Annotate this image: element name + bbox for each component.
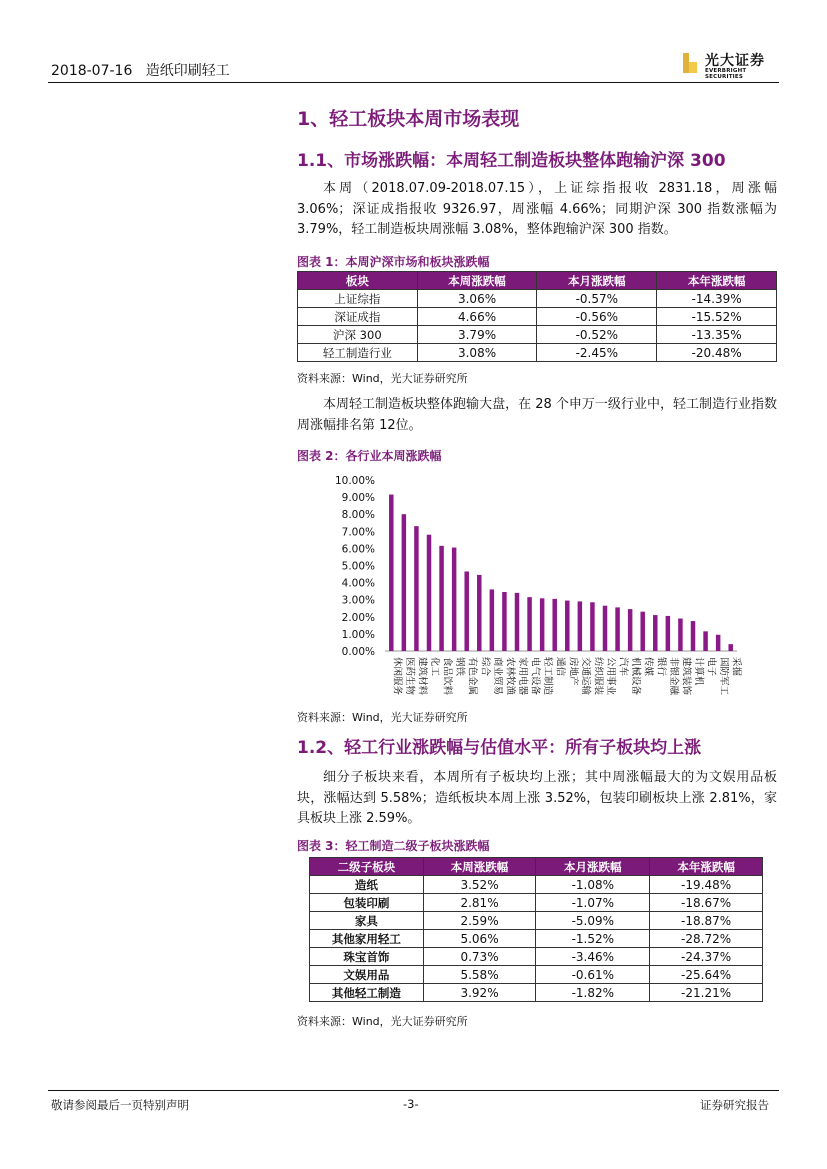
x-category-label: 医药生物 bbox=[403, 657, 415, 696]
footer-disclaimer: 敬请参阅最后一页特别声明 bbox=[51, 1098, 189, 1112]
paragraph-text: 本周轻工制造板块整体跑输大盘，在 28 个申万一级行业中，轻工制造行业指数周涨幅排名第 12位。 bbox=[297, 397, 777, 433]
y-tick-label: 9.00% bbox=[341, 492, 375, 505]
bar bbox=[439, 546, 444, 651]
x-category-label: 钢铁 bbox=[454, 657, 466, 677]
table-row bbox=[310, 894, 763, 912]
table-cell: -2.45% bbox=[537, 344, 657, 362]
y-tick-label: 10.00% bbox=[334, 475, 375, 487]
table-3-source: 资料来源：Wind，光大证券研究所 bbox=[297, 1015, 468, 1028]
column-header: 本年涨跌幅 bbox=[657, 272, 777, 290]
table-row bbox=[310, 966, 763, 984]
table-cell: -3.46% bbox=[536, 948, 650, 966]
y-tick-label: 6.00% bbox=[341, 543, 375, 556]
x-category-label: 公用事业 bbox=[605, 657, 616, 696]
row-label: 文娱用品 bbox=[310, 966, 424, 984]
x-category-label: 国防军工 bbox=[718, 657, 730, 696]
x-category-label: 商业贸易 bbox=[491, 657, 503, 696]
table-cell: -1.07% bbox=[536, 894, 650, 912]
logo-text-en: EVERBRIGHT SECURITIES bbox=[705, 68, 747, 80]
bar bbox=[427, 535, 432, 651]
header-divider bbox=[48, 82, 779, 83]
bar bbox=[477, 575, 482, 651]
x-category-label: 农林牧渔 bbox=[504, 657, 516, 696]
bar bbox=[502, 592, 507, 651]
header-date-section: 2018-07-16 造纸印刷轻工 bbox=[51, 63, 230, 79]
x-category-label: 电气设备 bbox=[529, 657, 541, 696]
table-cell: -15.52% bbox=[657, 308, 777, 326]
y-tick-label: 0.00% bbox=[341, 646, 375, 658]
table-cell: 3.79% bbox=[417, 326, 537, 344]
x-category-label: 传媒 bbox=[642, 657, 654, 677]
table-cell: -28.72% bbox=[650, 930, 763, 948]
footer-divider bbox=[48, 1090, 779, 1091]
section-1-2-paragraph bbox=[297, 768, 777, 830]
table-cell: -5.09% bbox=[536, 912, 650, 930]
bar bbox=[515, 593, 520, 651]
chart-caption: 图表 2：各行业本周涨跌幅 bbox=[297, 449, 442, 463]
column-header: 本周涨跌幅 bbox=[423, 858, 536, 876]
bar bbox=[728, 644, 733, 651]
bar bbox=[464, 571, 469, 651]
table-cell: 0.73% bbox=[423, 948, 536, 966]
section-1-1-title: 1.1、市场涨跌幅：本周轻工制造板块整体跑输沪深 300 bbox=[297, 151, 726, 171]
table-cell: -20.48% bbox=[657, 344, 777, 362]
row-label: 其他家用轻工 bbox=[310, 930, 424, 948]
x-category-label: 建筑材料 bbox=[416, 657, 428, 696]
table-cell: -21.21% bbox=[650, 984, 763, 1002]
x-category-label: 化工 bbox=[429, 657, 440, 677]
paragraph-text: 细分子板块来看，本周所有子板块均上涨；其中周涨幅最大的为文娱用品板块，涨幅达到 5.58%；造纸板块本周上涨 3.52%，包装印刷板块上涨 2.81%，家具板块上涨 2.59%。 bbox=[297, 770, 777, 826]
table-1-source: 资料来源：Wind，光大证券研究所 bbox=[297, 372, 468, 385]
table-1 bbox=[297, 271, 777, 362]
table-cell: 3.08% bbox=[417, 344, 537, 362]
table-cell: -25.64% bbox=[650, 966, 763, 984]
table-cell: -24.37% bbox=[650, 948, 763, 966]
y-tick-label: 3.00% bbox=[341, 594, 375, 607]
bar bbox=[389, 495, 394, 651]
table-row bbox=[298, 308, 777, 326]
table-row bbox=[310, 984, 763, 1002]
footer-report-type: 证券研究报告 bbox=[700, 1098, 769, 1112]
table-cell: -0.61% bbox=[536, 966, 650, 984]
brand-logo bbox=[683, 50, 779, 78]
bar bbox=[402, 514, 407, 651]
x-category-label: 汽车 bbox=[617, 657, 629, 677]
logo-text-cn: 光大证券 bbox=[705, 53, 765, 69]
table-cell: 4.66% bbox=[417, 308, 537, 326]
x-category-label: 家用电器 bbox=[517, 657, 528, 696]
table-cell: 5.58% bbox=[423, 966, 536, 984]
row-label: 沪深 300 bbox=[298, 326, 418, 344]
table-header-row bbox=[310, 858, 763, 876]
column-header: 本月涨跌幅 bbox=[536, 858, 650, 876]
x-category-label: 综合 bbox=[479, 657, 491, 677]
table-cell: -0.57% bbox=[537, 290, 657, 308]
x-category-label: 食品饮料 bbox=[441, 657, 453, 696]
table-cell: 5.06% bbox=[423, 930, 536, 948]
table-cell: 3.52% bbox=[423, 876, 536, 894]
table-cell: -0.56% bbox=[537, 308, 657, 326]
section-1-1-paragraph bbox=[297, 179, 777, 241]
x-category-label: 交通运输 bbox=[579, 657, 591, 696]
table-row bbox=[310, 930, 763, 948]
table-cell: -18.87% bbox=[650, 912, 763, 930]
bar bbox=[666, 616, 671, 651]
row-label: 上证综指 bbox=[298, 290, 418, 308]
bar bbox=[414, 526, 419, 651]
bar bbox=[653, 615, 658, 651]
table-header-row bbox=[298, 272, 777, 290]
table-cell: 2.81% bbox=[423, 894, 536, 912]
bar bbox=[452, 548, 457, 651]
bar bbox=[615, 607, 620, 651]
x-category-label: 轻工制造 bbox=[542, 657, 554, 696]
x-category-label: 建筑装饰 bbox=[680, 657, 692, 696]
table-cell: -19.48% bbox=[650, 876, 763, 894]
table-row bbox=[298, 344, 777, 362]
table-cell: -1.52% bbox=[536, 930, 650, 948]
section-1-2-title: 1.2、轻工行业涨跌幅与估值水平：所有子板块均上涨 bbox=[297, 738, 702, 758]
table-1-caption: 图表 1：本周沪深市场和板块涨跌幅 bbox=[297, 255, 490, 269]
bar bbox=[552, 599, 557, 651]
column-header: 本周涨跌幅 bbox=[417, 272, 537, 290]
table-3-caption: 图表 3：轻工制造二级子板块涨跌幅 bbox=[297, 839, 490, 853]
bar bbox=[640, 612, 645, 651]
x-category-label: 纺织服装 bbox=[592, 657, 604, 696]
table-cell: -14.39% bbox=[657, 290, 777, 308]
footer-page-number: -3- bbox=[403, 1097, 419, 1111]
bar bbox=[578, 601, 583, 651]
bar bbox=[678, 619, 683, 651]
table-3 bbox=[309, 857, 763, 1002]
y-tick-label: 2.00% bbox=[341, 611, 375, 624]
row-label: 其他轻工制造 bbox=[310, 984, 424, 1002]
row-label: 轻工制造行业 bbox=[298, 344, 418, 362]
column-header: 本月涨跌幅 bbox=[537, 272, 657, 290]
row-label: 深证成指 bbox=[298, 308, 418, 326]
bar bbox=[691, 621, 696, 651]
x-category-label: 机械设备 bbox=[630, 657, 642, 696]
table-cell: 3.06% bbox=[417, 290, 537, 308]
row-label: 造纸 bbox=[310, 876, 424, 894]
y-tick-label: 1.00% bbox=[341, 628, 375, 641]
bar bbox=[603, 606, 608, 651]
bar bbox=[628, 609, 633, 651]
y-tick-label: 8.00% bbox=[341, 509, 375, 522]
bar bbox=[527, 597, 532, 651]
table-cell: -13.35% bbox=[657, 326, 777, 344]
x-category-label: 有色金属 bbox=[466, 657, 478, 696]
section-1-title: 1、轻工板块本周市场表现 bbox=[297, 108, 520, 130]
table-row bbox=[310, 876, 763, 894]
bar bbox=[716, 635, 721, 651]
row-label: 家具 bbox=[310, 912, 424, 930]
paragraph-text: 本周（2018.07.09-2018.07.15），上证综指报收 2831.18，周涨幅 3.06%；深证成指报收 9326.97，周涨幅 4.66%；同期沪深 300 指数涨幅为 3.79%，轻工制造板块周涨幅 3.08%，整体跑输沪深 300 指数。 bbox=[297, 181, 777, 237]
chart-source: 资料来源：Wind，光大证券研究所 bbox=[297, 711, 468, 724]
table-cell: -18.67% bbox=[650, 894, 763, 912]
x-category-label: 房地产 bbox=[567, 657, 579, 686]
y-tick-label: 4.00% bbox=[341, 577, 375, 590]
table-row bbox=[298, 290, 777, 308]
column-header: 本年涨跌幅 bbox=[650, 858, 763, 876]
table-row bbox=[310, 912, 763, 930]
x-category-label: 非银金融 bbox=[667, 657, 679, 696]
bar bbox=[590, 602, 595, 651]
logo-mark-icon bbox=[683, 53, 697, 73]
table-cell: -1.08% bbox=[536, 876, 650, 894]
paragraph-2 bbox=[297, 395, 777, 436]
x-category-label: 通信 bbox=[554, 657, 566, 677]
table-cell: -0.52% bbox=[537, 326, 657, 344]
x-category-label: 银行 bbox=[655, 657, 667, 677]
row-label: 珠宝首饰 bbox=[310, 948, 424, 966]
table-cell: 2.59% bbox=[423, 912, 536, 930]
industry-weekly-change-chart bbox=[297, 467, 777, 707]
table-cell: 3.92% bbox=[423, 984, 536, 1002]
table-row bbox=[298, 326, 777, 344]
column-header: 二级子板块 bbox=[310, 858, 424, 876]
table-cell: -1.82% bbox=[536, 984, 650, 1002]
x-category-label: 计算机 bbox=[693, 657, 704, 686]
row-label: 包装印刷 bbox=[310, 894, 424, 912]
y-tick-label: 7.00% bbox=[341, 526, 375, 539]
bar bbox=[565, 601, 570, 651]
column-header: 板块 bbox=[298, 272, 418, 290]
table-row bbox=[310, 948, 763, 966]
x-category-label: 电子 bbox=[705, 657, 717, 677]
x-category-label: 休闲服务 bbox=[391, 657, 403, 696]
x-category-label: 采掘 bbox=[730, 657, 742, 677]
bar bbox=[540, 598, 545, 651]
y-tick-label: 5.00% bbox=[341, 560, 375, 573]
bar bbox=[703, 631, 708, 651]
bar bbox=[490, 589, 495, 651]
